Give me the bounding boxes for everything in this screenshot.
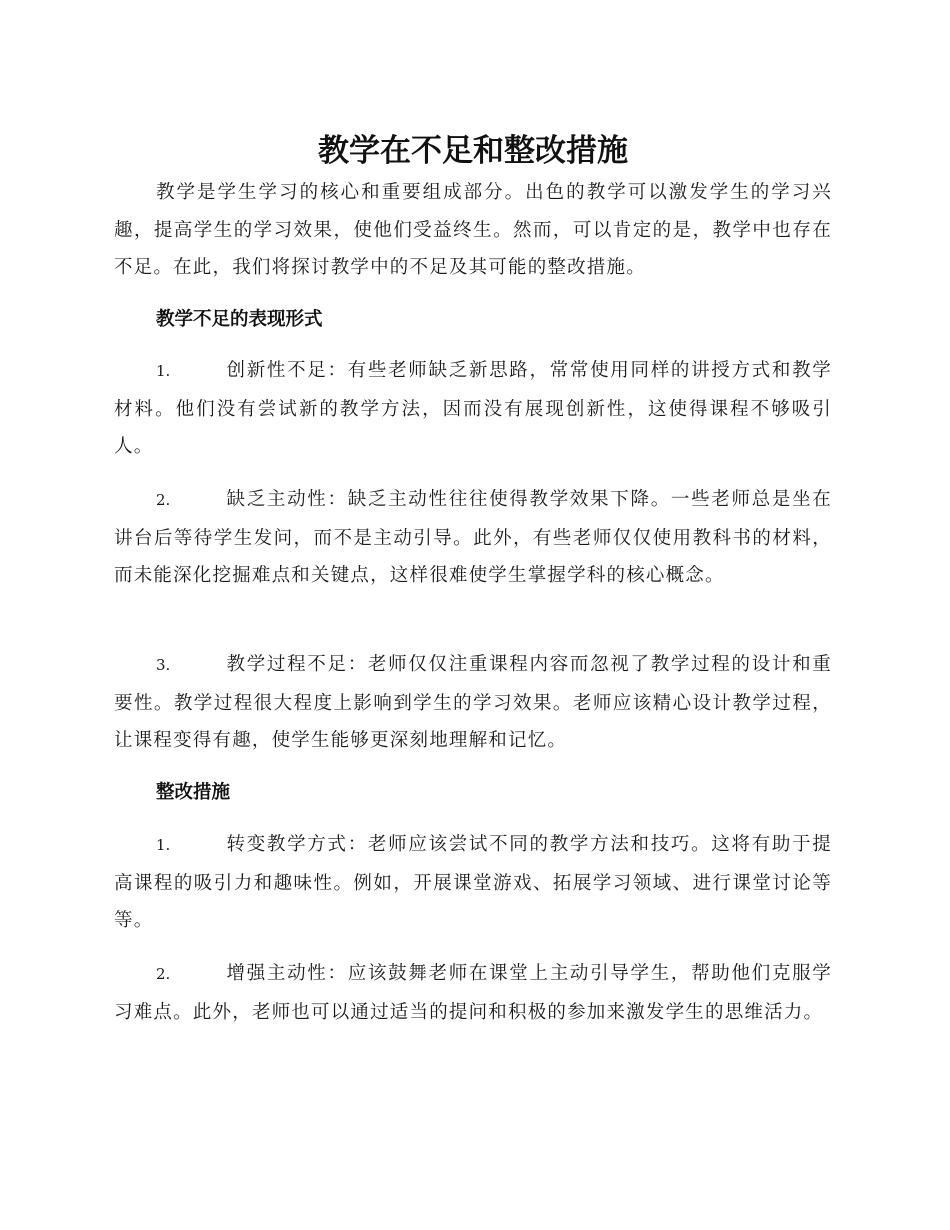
list-item-text: 教学过程不足：老师仅仅注重课程内容而忽视了教学过程的设计和重要性。教学过程很大程度上影响到学生的学习效果。老师应该精心设计教学过程，让课程变得有趣，使学生能够更深刻地理解和记忆。	[114, 654, 832, 751]
section-heading-rectification: 整改措施	[156, 782, 231, 803]
list-item	[114, 955, 832, 1031]
document-title: 教学在不足和整改措施	[318, 133, 628, 169]
list-item-number: 2.	[156, 965, 171, 983]
list-item	[114, 646, 832, 760]
intro-paragraph: 教学是学生学习的核心和重要组成部分。出色的教学可以激发学生的学习兴趣，提高学生的学习效果，使他们受益终生。然而，可以肯定的是，教学中也存在不足。在此，我们将探讨教学中的不足及其可能的整改措施。	[114, 182, 832, 278]
list-item	[114, 481, 832, 595]
list-item-number: 1.	[156, 836, 171, 854]
list-item	[114, 826, 832, 940]
list-item-text: 缺乏主动性：缺乏主动性往往使得教学效果下降。一些老师总是坐在讲台后等待学生发问，而不是主动引导。此外，有些老师仅仅使用教科书的材料，而未能深化挖掘难点和关键点，这样很难使学生掌握学科的核心概念。	[114, 489, 832, 586]
list-item-number: 1.	[156, 362, 171, 380]
list-item-number: 2.	[156, 491, 171, 509]
list-item-text: 转变教学方式：老师应该尝试不同的教学方法和技巧。这将有助于提高课程的吸引力和趣味性。例如，开展课堂游戏、拓展学习领域、进行课堂讨论等等。	[114, 834, 832, 931]
list-item-text: 增强主动性：应该鼓舞老师在课堂上主动引导学生，帮助他们克服学习难点。此外，老师也可以通过适当的提问和积极的参加来激发学生的思维活力。	[114, 963, 832, 1023]
list-item-text: 创新性不足：有些老师缺乏新思路，常常使用同样的讲授方式和教学材料。他们没有尝试新的教学方法，因而没有展现创新性，这使得课程不够吸引人。	[114, 360, 832, 457]
list-item	[114, 352, 832, 466]
list-item-number: 3.	[156, 656, 171, 674]
section-heading-shortcomings: 教学不足的表现形式	[156, 309, 323, 330]
